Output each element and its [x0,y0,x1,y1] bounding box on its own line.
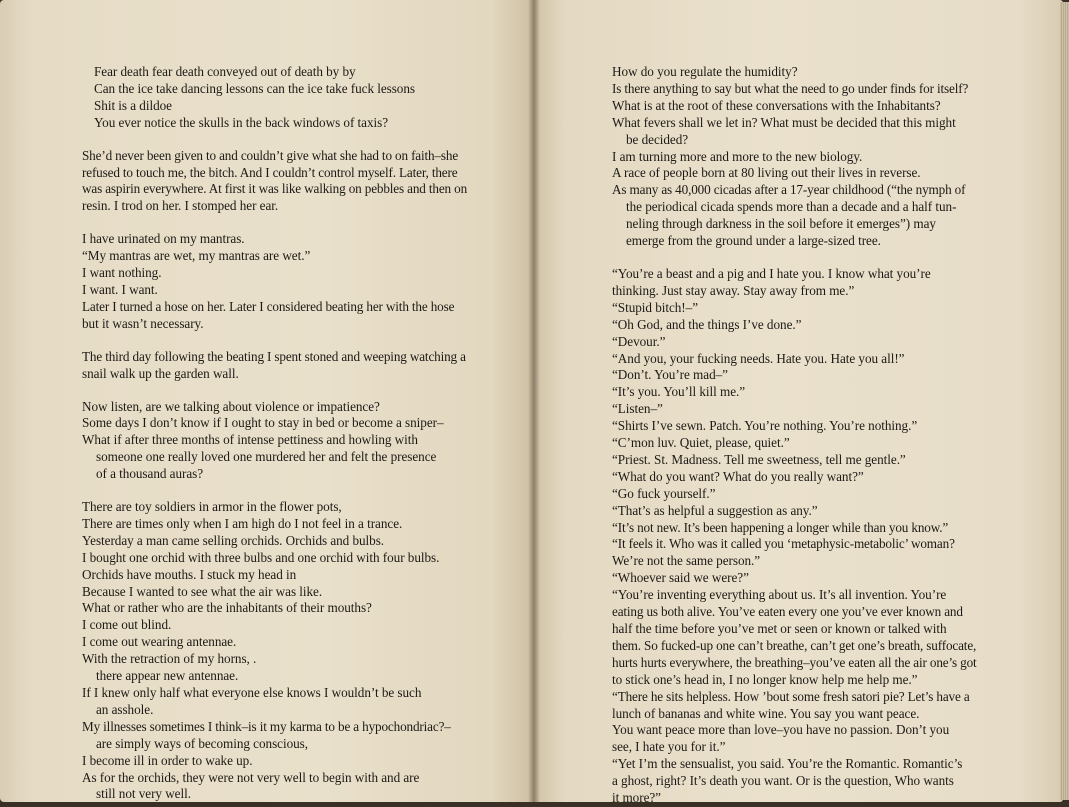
paragraph [82,399,502,484]
text-line: there appear new antennae. [96,668,239,684]
text-line: emerge from the ground under a large-sized tree. [626,233,881,249]
text-line: are simply ways of becoming conscious, [96,735,308,751]
text-line: them. So fucked-up one can’t breathe, can’t get one’s breath, suffocate, [612,637,977,653]
text-line: “Don’t. You’re mad–” [612,367,728,383]
text-line: “Go fuck yourself.” [612,485,716,501]
text-line: Can the ice take dancing lessons can the ice take fuck lessons [94,80,415,96]
text-line: I have urinated on my mantras. [82,231,245,247]
text-line: an asshole. [96,701,154,717]
text-line: “Priest. St. Madness. Tell me sweetness, tell me gentle.” [612,451,906,467]
text-line: “Shirts I’ve sewn. Patch. You’re nothing. You’re nothing.” [612,418,918,434]
text-line: “What do you want? What do you really want?” [612,468,864,484]
text-line: “There he sits helpless. How ’bout some fresh satori pie? Let’s have a [612,688,970,704]
text-line: eating us both alive. You’ve eaten every one you’ve ever known and [612,604,963,620]
text-line: be decided? [626,131,689,147]
text-line: “You’re inventing everything about us. It’s all invention. You’re [612,587,947,603]
text-line: I come out wearing antennae. [82,634,237,650]
text-line: If I knew only half what everyone else knows I wouldn’t be such [82,685,422,700]
text-line: “And you, your fucking needs. Hate you. Hate you all!” [612,350,905,366]
text-line: “It’s you. You’ll kill me.” [612,384,746,400]
text-line: half the time before you’ve met or seen or known or talked with [612,621,947,636]
text-line: “Listen–” [612,401,663,417]
text-line: lunch of bananas and white wine. You say you want peace. [612,705,920,721]
text-line: I want. I want. [82,281,158,297]
text-line: of a thousand auras? [96,466,204,482]
text-line: neling through darkness in the soil before it emerges”) may [626,216,936,232]
text-line: How do you regulate the humidity? [612,64,798,79]
text-line: The third day following the beating I spent stoned and weeping watching a [82,348,466,364]
text-line: the periodical cicada spends more than a decade and a half tun- [626,199,957,215]
text-line: “Yet I’m the sensualist, you said. You’re the Romantic. Romantic’s [612,756,963,772]
text-line: Some days I don’t know if I ought to stay in bed or become a sniper– [82,415,444,431]
paragraph [82,349,502,383]
text-line: was aspirin everywhere. At first it was like walking on pebbles and then on [82,181,468,197]
text-line: it more?” [612,790,661,806]
text-line: What if after three months of intense pettiness and howling with [82,432,418,448]
text-line: “Oh God, and the things I’ve done.” [612,316,802,332]
text-line: What or rather who are the inhabitants of their mouths? [82,600,372,616]
text-line: “That’s as helpful a suggestion as any.” [612,502,818,518]
text-line: “Whoever said we were?” [612,570,749,586]
text-line: I want nothing. [82,265,162,281]
right-page-text [612,64,1032,807]
text-line: I bought one orchid with three bulbs and one orchid with four bulbs. [82,549,440,565]
text-line: a ghost, right? It’s death you want. Or is the question, Who wants [612,773,954,789]
text-line: Shit is a dildoe [94,97,172,113]
text-line: Fear death fear death conveyed out of death by by [94,64,356,79]
text-line: “C’mon luv. Quiet, please, quiet.” [612,435,790,451]
text-line: someone one really loved one murdered her and felt the presence [96,449,437,465]
paragraph [82,499,502,803]
text-line: Now listen, are we talking about violence or impatience? [82,398,380,414]
text-line: We’re not the same person.” [612,553,761,569]
text-line: “Stupid bitch!–” [612,299,699,315]
text-line: Later I turned a hose on her. Later I considered beating her with the hose [82,298,455,314]
text-line: Because I wanted to see what the air was like. [82,583,323,599]
paragraph [612,64,1032,250]
text-line: As for the orchids, they were not very well to begin with and are [82,769,420,785]
text-line: Orchids have mouths. I stuck my head in [82,566,297,582]
page-edge [1060,2,1069,800]
text-line: Is there anything to say but what the need to go under finds for itself? [612,80,969,96]
text-line: “It feels it. Who was it called you ‘metaphysic-metabolic’ woman? [612,536,955,552]
paragraph [82,231,502,332]
text-line: What fevers shall we let in? What must be decided that this might [612,114,956,130]
text-line: snail walk up the garden wall. [82,365,239,381]
left-page-text [82,64,502,803]
text-line: There are toy soldiers in armor in the flower pots, [82,499,342,515]
text-line: Yesterday a man came selling orchids. Orchids and bulbs. [82,532,385,548]
paragraph [612,266,1032,807]
text-line: “Devour.” [612,333,666,349]
book-gutter [528,0,540,802]
text-line: but it wasn’t necessary. [82,315,204,331]
text-line: You ever notice the skulls in the back windows of taxis? [94,114,388,130]
text-line: She’d never been given to and couldn’t give what she had to on faith–she [82,147,459,163]
text-line: I come out blind. [82,617,172,633]
verse-stanza [82,64,502,132]
text-line: refused to touch me, the bitch. And I couldn’t control myself. Later, there [82,164,458,180]
text-line: My illnesses sometimes I think–is it my karma to be a hypochondriac?– [82,718,451,734]
text-line: see, I hate you for it.” [612,739,726,755]
paragraph [82,148,502,216]
text-line: With the retraction of my horns, . [82,651,257,667]
text-line: “It’s not new. It’s been happening a longer while than you know.” [612,519,949,535]
text-line: to stick one’s head in, I no longer know help me help me.” [612,671,918,687]
text-line: You want peace more than love–you have no passion. Don’t you [612,722,950,738]
text-line: hurts hurts everywhere, the breathing–you’ve eaten all the air one’s got [612,654,977,670]
text-line: There are times only when I am high do I not feel in a trance. [82,515,403,531]
text-line: I am turning more and more to the new biology. [612,148,863,164]
text-line: resin. I trod on her. I stomped her ear. [82,198,279,214]
text-line: As many as 40,000 cicadas after a 17-year childhood (“the nymph of [612,182,966,198]
text-line: A race of people born at 80 living out their lives in reverse. [612,165,921,181]
text-line: “You’re a beast and a pig and I hate you. I know what you’re [612,265,931,281]
text-line: “My mantras are wet, my mantras are wet.” [82,248,311,264]
text-line: still not very well. [96,786,191,802]
text-line: I become ill in order to wake up. [82,752,253,768]
text-line: What is at the root of these conversations with the Inhabitants? [612,97,941,113]
text-line: thinking. Just stay away. Stay away from me.” [612,282,855,298]
